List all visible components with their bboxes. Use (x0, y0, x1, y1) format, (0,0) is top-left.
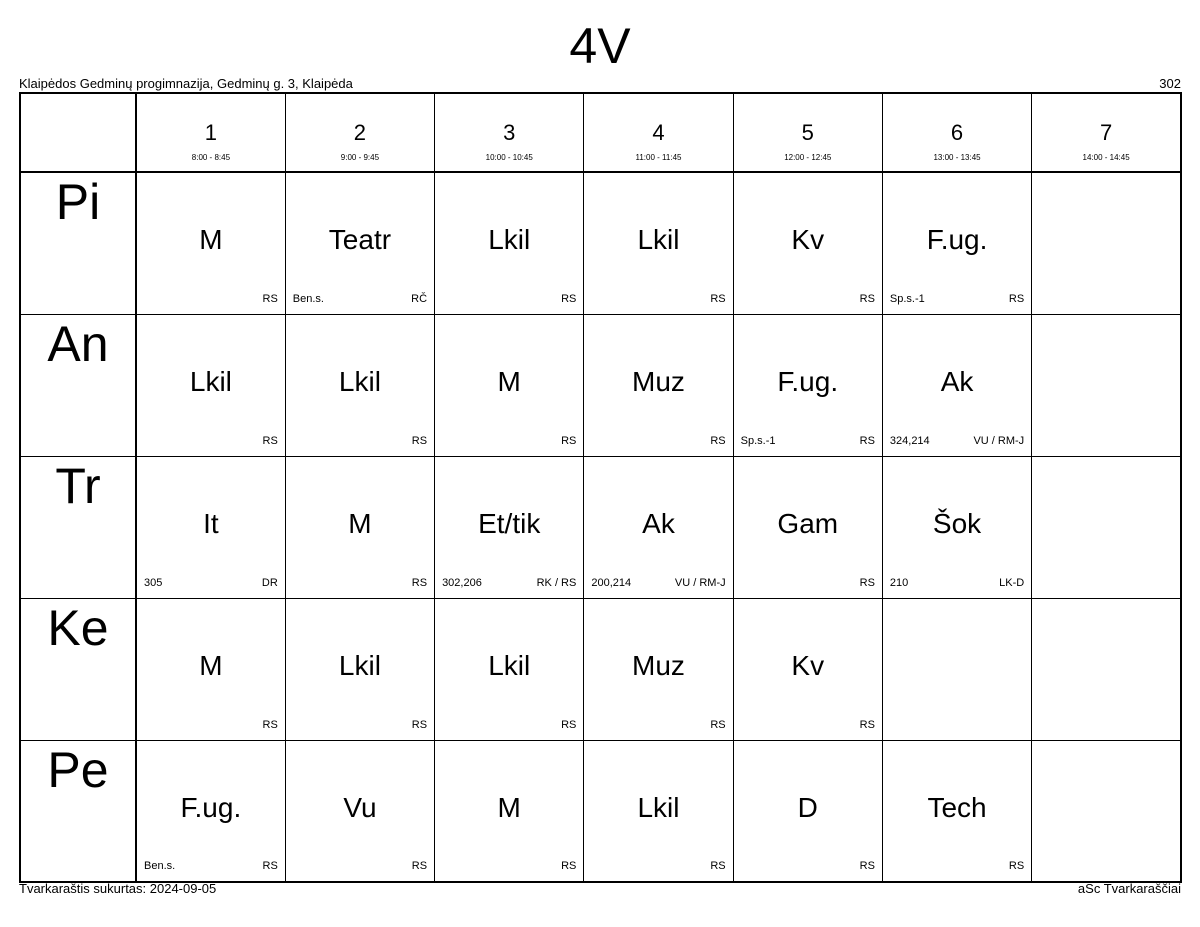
lesson-cell (285, 740, 434, 882)
lesson-teacher: RS (262, 292, 278, 305)
period-number: 4 (652, 120, 665, 145)
day-row (20, 456, 1181, 598)
lesson-cell (882, 456, 1031, 598)
lesson-subject: It (203, 507, 219, 539)
lesson-subject: Lkil (338, 365, 381, 397)
day-label: Pi (20, 172, 136, 314)
lesson-cell (733, 172, 882, 314)
school-name: Klaipėdos Gedminų progimnazija, Gedminų g. 3, Klaipėda (19, 76, 353, 91)
lesson-cell (136, 598, 285, 740)
lesson-cell (1032, 456, 1181, 598)
day-label: Tr (20, 456, 136, 598)
period-time: 11:00 - 11:45 (635, 153, 682, 162)
lesson-room: 302,206 (442, 576, 482, 589)
lesson-cell (882, 740, 1031, 882)
lesson-subject: F.ug. (777, 365, 839, 397)
lesson-subject: Lkil (488, 649, 531, 681)
period-time: 13:00 - 13:45 (933, 153, 981, 162)
day-row (20, 740, 1181, 882)
lesson-cell (136, 456, 285, 598)
lesson-cell (584, 456, 733, 598)
timetable-grid (19, 92, 1182, 883)
lesson-cell (435, 172, 584, 314)
lesson-teacher: RS (710, 292, 726, 305)
lesson-teacher: LK-D (999, 576, 1025, 589)
lesson-cell (882, 314, 1031, 456)
period-header-6 (882, 93, 1031, 172)
period-time: 12:00 - 12:45 (784, 153, 832, 162)
lesson-cell (136, 172, 285, 314)
period-number: 6 (950, 120, 964, 145)
lesson-teacher: RS (859, 576, 875, 589)
lesson-teacher: RS (262, 860, 278, 872)
lesson-teacher: RS (262, 434, 278, 447)
day-label: An (20, 314, 136, 456)
lesson-cell (435, 740, 584, 882)
period-header-2 (285, 93, 434, 172)
lesson-teacher: RS (561, 434, 577, 447)
class-room: 302 (1159, 76, 1181, 91)
lesson-room: 200,214 (591, 576, 632, 589)
lesson-subject: Lkil (488, 224, 531, 255)
lesson-teacher: RS (710, 718, 726, 731)
day-label: Pe (20, 740, 136, 882)
lesson-cell (584, 598, 733, 740)
lesson-cell (733, 456, 882, 598)
lesson-cell (285, 172, 434, 314)
lesson-room: Ben.s. (144, 860, 176, 872)
lesson-cell (733, 314, 882, 456)
lesson-cell (435, 456, 584, 598)
day-row (20, 598, 1181, 740)
lesson-room: 210 (889, 576, 909, 589)
corner-cell (20, 93, 136, 172)
lesson-subject: Vu (343, 791, 377, 823)
lesson-room: 324,214 (889, 434, 930, 447)
lesson-room: Ben.s. (292, 292, 324, 305)
lesson-teacher: RS (411, 576, 428, 589)
day-row (20, 172, 1181, 314)
period-time: 10:00 - 10:45 (485, 153, 533, 162)
lesson-subject: Kv (791, 649, 825, 681)
period-number: 5 (801, 120, 814, 145)
lesson-cell (136, 740, 285, 882)
lesson-subject: Ak (940, 365, 974, 397)
lesson-cell (584, 314, 733, 456)
lesson-teacher: RS (411, 718, 428, 731)
period-header-3 (435, 93, 584, 172)
day-label: Ke (20, 598, 136, 740)
day-row (20, 314, 1181, 456)
lesson-subject: D (797, 791, 818, 823)
lesson-cell (733, 598, 882, 740)
period-number: 1 (204, 120, 218, 145)
lesson-subject: Teatr (328, 224, 392, 255)
lesson-teacher: RS (859, 292, 875, 305)
period-header-5 (733, 93, 882, 172)
lesson-teacher: RS (710, 860, 726, 872)
lesson-cell (435, 598, 584, 740)
lesson-subject: Ak (642, 507, 675, 539)
period-time: 9:00 - 9:45 (340, 153, 380, 162)
lesson-cell (584, 172, 733, 314)
lesson-subject: Lkil (338, 649, 381, 681)
lesson-subject: M (199, 224, 223, 255)
lesson-teacher: RS (710, 434, 726, 447)
lesson-teacher: RS (1008, 860, 1025, 872)
lesson-cell (1032, 314, 1181, 456)
lesson-cell (733, 740, 882, 882)
lesson-cell (1032, 740, 1181, 882)
lesson-teacher: DR (261, 576, 278, 589)
period-time: 14:00 - 14:45 (1082, 153, 1130, 162)
period-number: 2 (353, 120, 367, 145)
lesson-subject: Lkil (637, 791, 680, 823)
lesson-subject: Lkil (637, 224, 680, 255)
lesson-cell (435, 314, 584, 456)
lesson-cell (584, 740, 733, 882)
lesson-teacher: RS (859, 860, 875, 872)
period-number: 7 (1099, 120, 1113, 145)
created-date: Tvarkaraštis sukurtas: 2024-09-05 (19, 881, 217, 896)
lesson-cell (882, 598, 1031, 740)
period-header-1 (136, 93, 285, 172)
lesson-teacher: RČ (411, 292, 428, 305)
lesson-subject: Šok (932, 507, 982, 539)
lesson-teacher: RS (859, 718, 875, 731)
lesson-teacher: RS (1008, 292, 1025, 305)
lesson-room: 305 (144, 576, 163, 589)
lesson-subject: Muz (632, 365, 685, 397)
period-header-4 (584, 93, 733, 172)
lesson-subject: M (497, 791, 521, 823)
page-title: 4V (569, 18, 631, 74)
lesson-cell (1032, 598, 1181, 740)
lesson-subject: Tech (927, 791, 987, 823)
period-header-row (20, 93, 1181, 172)
lesson-teacher: VU / RM-J (973, 434, 1025, 447)
lesson-cell (285, 314, 434, 456)
lesson-subject: Et/tik (478, 507, 541, 539)
lesson-teacher: RS (561, 860, 577, 872)
lesson-teacher: VU / RM-J (674, 576, 726, 589)
lesson-teacher: RK / RS (536, 576, 577, 589)
lesson-cell (882, 172, 1031, 314)
lesson-teacher: RS (411, 860, 428, 872)
lesson-cell (285, 598, 434, 740)
lesson-teacher: RS (561, 718, 577, 731)
lesson-teacher: RS (561, 292, 577, 305)
lesson-subject: M (497, 365, 521, 397)
lesson-teacher: RS (411, 434, 428, 447)
lesson-cell (285, 456, 434, 598)
lesson-subject: F.ug. (926, 224, 988, 255)
software-credit: aSc Tvarkaraščiai (1077, 881, 1181, 896)
lesson-subject: Gam (777, 507, 839, 539)
lesson-room: Sp.s.-1 (740, 434, 776, 447)
lesson-subject: F.ug. (180, 791, 242, 823)
lesson-subject: Muz (632, 649, 685, 681)
period-time: 8:00 - 8:45 (191, 153, 231, 162)
lesson-subject: Lkil (189, 365, 232, 397)
period-number: 3 (503, 120, 516, 145)
lesson-teacher: RS (859, 434, 875, 447)
lesson-subject: M (348, 507, 372, 539)
lesson-teacher: RS (262, 718, 278, 731)
lesson-subject: Kv (791, 224, 825, 255)
lesson-cell (1032, 172, 1181, 314)
lesson-cell (136, 314, 285, 456)
lesson-subject: M (199, 649, 223, 681)
lesson-room: Sp.s.-1 (889, 292, 925, 305)
period-header-7 (1032, 93, 1181, 172)
